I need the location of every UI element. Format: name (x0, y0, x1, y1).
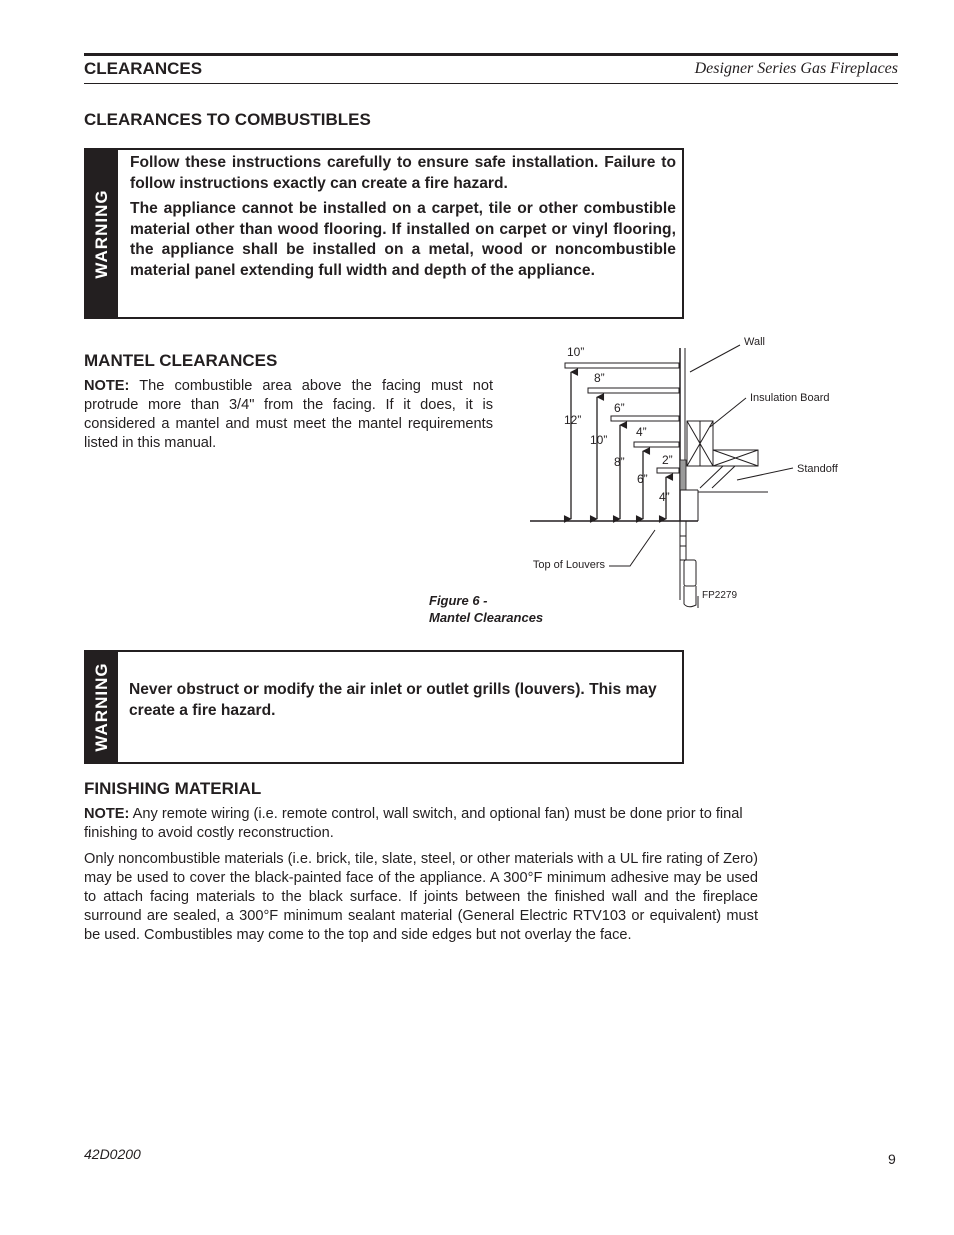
depth-label-4in: 4” (636, 425, 647, 439)
shelf-6in (634, 442, 679, 447)
mantel-heading: MANTEL CLEARANCES (84, 351, 278, 370)
warning-label-bar (86, 150, 118, 317)
finishing-note (84, 805, 758, 843)
page-number: 9 (888, 1151, 896, 1167)
header-rule-bottom (84, 83, 898, 84)
shelf-10in (588, 388, 679, 393)
height-label-6in: 6” (637, 472, 648, 486)
warning-label-louvers: WARNING (92, 662, 111, 752)
product-title: Designer Series Gas Fireplaces (694, 60, 898, 77)
warning-paragraph-2: The appliance cannot be installed on a carpet, tile or other combustible material other than wood flooring. If installed on carpet or vinyl flooring, the appliance shall be installed on a metal, wood or noncombustible material panel extending full width and depth of the appliance. (130, 200, 676, 279)
insulation-label: Insulation Board (750, 392, 830, 404)
warning-box-louvers (84, 650, 684, 764)
figure-caption (429, 592, 543, 626)
louver-warning-paragraph: Never obstruct or modify the air inlet or outlet grills (louvers). This may create a fire hazard. (129, 681, 657, 719)
mantel-note-label: NOTE: (84, 378, 130, 394)
mantel-note-text: The combustible area above the facing must not protrude more than 3/4" from the facing. If it does, it is considered a mantel and must meet the mantel requirements listed in this manual. (84, 378, 493, 451)
facing-strip (680, 460, 686, 490)
figure-caption-line-2: Mantel Clearances (429, 610, 544, 625)
height-label-10in: 10” (590, 433, 608, 447)
standoff (698, 466, 768, 492)
depth-label-2in: 2” (662, 453, 673, 467)
section-title: CLEARANCES (84, 59, 203, 78)
document-number: 42D0200 (84, 1146, 141, 1162)
warning-label: WARNING (92, 188, 111, 279)
finishing-note-text: Any remote wiring (i.e. remote control, wall switch, and optional fan) must be done prior to final finishing to avoid costly reconstruction. (84, 806, 743, 841)
warning-box-installation (84, 148, 684, 319)
wall-label: Wall (744, 336, 765, 348)
mantel-clearance-diagram (520, 330, 838, 612)
figure-caption-line-1: Figure 6 - (429, 593, 488, 608)
standoff-label: Standoff (797, 463, 838, 475)
height-label-12in: 12” (564, 413, 582, 427)
shelf-4in (657, 468, 679, 473)
depth-label-6in: 6” (614, 401, 625, 415)
warning-label-bar-louvers (86, 652, 118, 762)
shelf-8in (611, 416, 679, 421)
header-rule-top (84, 53, 898, 56)
warning-text (130, 153, 676, 281)
insulation-board (687, 421, 758, 466)
height-label-8in: 8” (614, 455, 625, 469)
fireplace-body (680, 490, 698, 607)
finishing-note-label: NOTE: (84, 806, 130, 822)
shelf-12in (565, 363, 679, 368)
depth-label-10in: 10” (567, 345, 585, 359)
finishing-heading: FINISHING MATERIAL (84, 779, 262, 798)
clearances-heading: CLEARANCES TO COMBUSTIBLES (84, 110, 371, 129)
mantel-note (84, 377, 493, 453)
depth-label-8in: 8” (594, 371, 605, 385)
figure-code: FP2279 (702, 590, 738, 601)
louvers-label: Top of Louvers (532, 559, 605, 571)
warning-text-louvers (129, 680, 677, 721)
height-label-4in: 4” (659, 490, 670, 504)
warning-paragraph-1: Follow these instructions carefully to ensure safe installation. Failure to follow instructions exactly can create a fire hazard. (130, 154, 676, 192)
finishing-paragraph: Only noncombustible materials (i.e. brick, tile, slate, steel, or other materials with a UL fire rating of Zero) may be used to cover the black-painted face of the appliance. A 300°F minimum adhesive may be used to attach facing materials to the black surface. If joints between the finished wall and the fireplace surround are sealed, a 300°F minimum sealant material (General Electric RTV103 or equivalent) must be used. Combustibles may come to the top and side edges but not overlay the face. (84, 851, 758, 943)
